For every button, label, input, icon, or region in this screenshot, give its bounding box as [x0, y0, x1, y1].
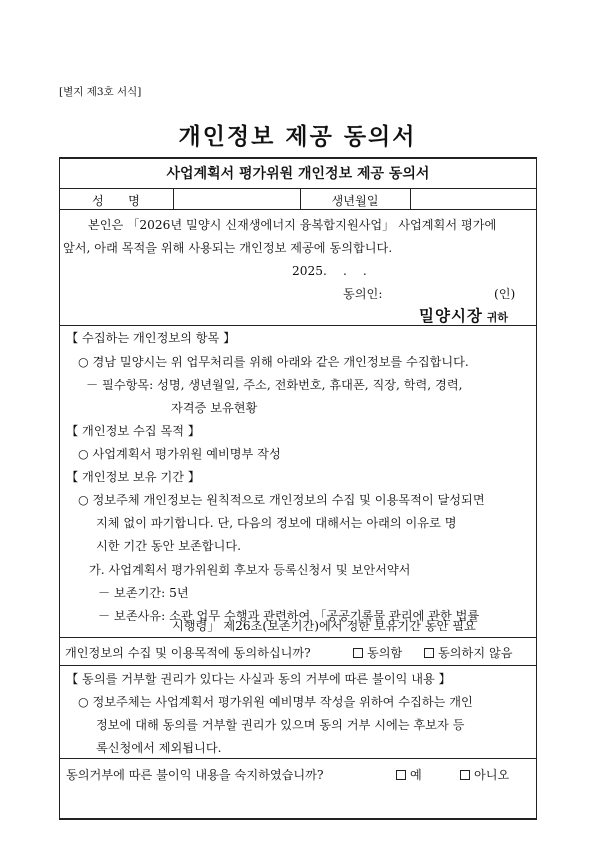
table-border-bottom: [59, 818, 537, 820]
table-border-right: [536, 157, 537, 819]
row-divider: [59, 637, 537, 638]
refusal-question: 동의거부에 따른 불이익 내용을 숙지하였습니까?: [66, 768, 324, 782]
consent-agree-option[interactable]: [353, 644, 402, 661]
option-disagree-label: 동의하지 않음: [438, 646, 513, 660]
consent-text-line: 본인은 「2026년 밀양시 신재생에너지 융복합지원사업」 사업계획서 평가에: [88, 218, 497, 232]
consent-date: 2025. . .: [292, 264, 367, 278]
retention-line: 시한 기간 동안 보존합니다.: [96, 539, 242, 553]
consent-question: 개인정보의 수집 및 이용목적에 동의하십니까?: [65, 646, 311, 660]
items-line: 자격증 보유현황: [171, 401, 258, 415]
refusal-yes-option[interactable]: [396, 766, 422, 783]
retention-line: 가. 사업계획서 평가위원회 후보자 등록신청서 및 보안서약서: [89, 563, 411, 577]
purpose-heading: 【 개인정보 수집 목적 】: [66, 424, 201, 438]
table-border-left: [59, 157, 60, 819]
consent-disagree-option[interactable]: [424, 644, 513, 661]
items-line: － 필수항목: 성명, 생년월일, 주소, 전화번호, 휴대폰, 직장, 학력, 경력,: [86, 378, 463, 392]
recipient: [419, 304, 508, 326]
form-label: [별지 제3호 서식]: [59, 86, 142, 98]
checkbox-no[interactable]: [460, 770, 470, 780]
retention-heading: 【 개인정보 보유 기간 】: [66, 470, 201, 484]
retention-line: 시행령」 제26조(보존기간)에서 정한 보유기간 동안 필요: [172, 619, 476, 633]
refusal-heading: 【 동의를 거부할 권리가 있다는 사실과 동의 거부에 따른 불이익 내용 】: [66, 672, 451, 686]
birthdate-label: 생년월일: [331, 194, 379, 208]
checkbox-yes[interactable]: [396, 770, 406, 780]
retention-line: 지체 없이 파기합니다. 단, 다음의 정보에 대해서는 아래의 이유로 명: [96, 516, 457, 530]
refusal-line: ○ 정보주체는 사업계획서 평가위원 예비명부 작성을 위하여 수집하는 개인: [78, 695, 473, 709]
table-heading: 사업계획서 평가위원 개인정보 제공 동의서: [166, 166, 430, 182]
row-divider: [59, 758, 537, 759]
consent-text-line: 앞서, 아래 목적을 위해 사용되는 개인정보 제공에 동의합니다.: [63, 241, 393, 255]
seal-label: (인): [494, 287, 516, 301]
row-divider: [59, 188, 537, 189]
option-agree-label: 동의함: [367, 646, 403, 660]
checkbox-agree[interactable]: [353, 648, 363, 658]
birthdate-input-cell[interactable]: [413, 190, 534, 208]
signer-label: 동의인:: [343, 287, 383, 301]
name-input-cell[interactable]: [176, 190, 298, 208]
row-divider: [59, 665, 537, 666]
items-heading: 【 수집하는 개인정보의 항목 】: [66, 331, 236, 345]
retention-line: － 보존기간: 5년: [98, 586, 189, 600]
checkbox-disagree[interactable]: [424, 648, 434, 658]
refusal-no-option[interactable]: [460, 766, 509, 783]
refusal-line: 정보에 대해 동의를 거부할 권리가 있으며 동의 거부 시에는 후보자 등: [96, 718, 465, 732]
option-yes-label: 예: [410, 768, 422, 782]
name-label: 성 명: [92, 194, 140, 208]
retention-line: － 보존사유: 소관 업무 수행과 관련하여 「공공기록물 관리에 관한 법률: [98, 609, 480, 623]
recipient-suffix: 귀하: [486, 311, 509, 324]
refusal-line: 록신청에서 제외됩니다.: [96, 741, 222, 755]
items-line: ○ 경남 밀양시는 위 업무처리를 위해 아래와 같은 개인정보를 수집합니다.: [78, 355, 469, 369]
retention-line: ○ 정보주체 개인정보는 원칙적으로 개인정보의 수집 및 이용목적이 달성되면: [78, 493, 485, 507]
purpose-line: ○ 사업계획서 평가위원 예비명부 작성: [78, 447, 281, 461]
cell-divider: [173, 188, 174, 209]
option-no-label: 아니오: [474, 768, 510, 782]
recipient-name: 밀양시장: [419, 306, 483, 325]
table-border-top: [59, 157, 537, 159]
cell-divider: [410, 188, 411, 209]
row-divider: [59, 209, 537, 210]
document-title: 개인정보 제공 동의서: [178, 123, 417, 150]
